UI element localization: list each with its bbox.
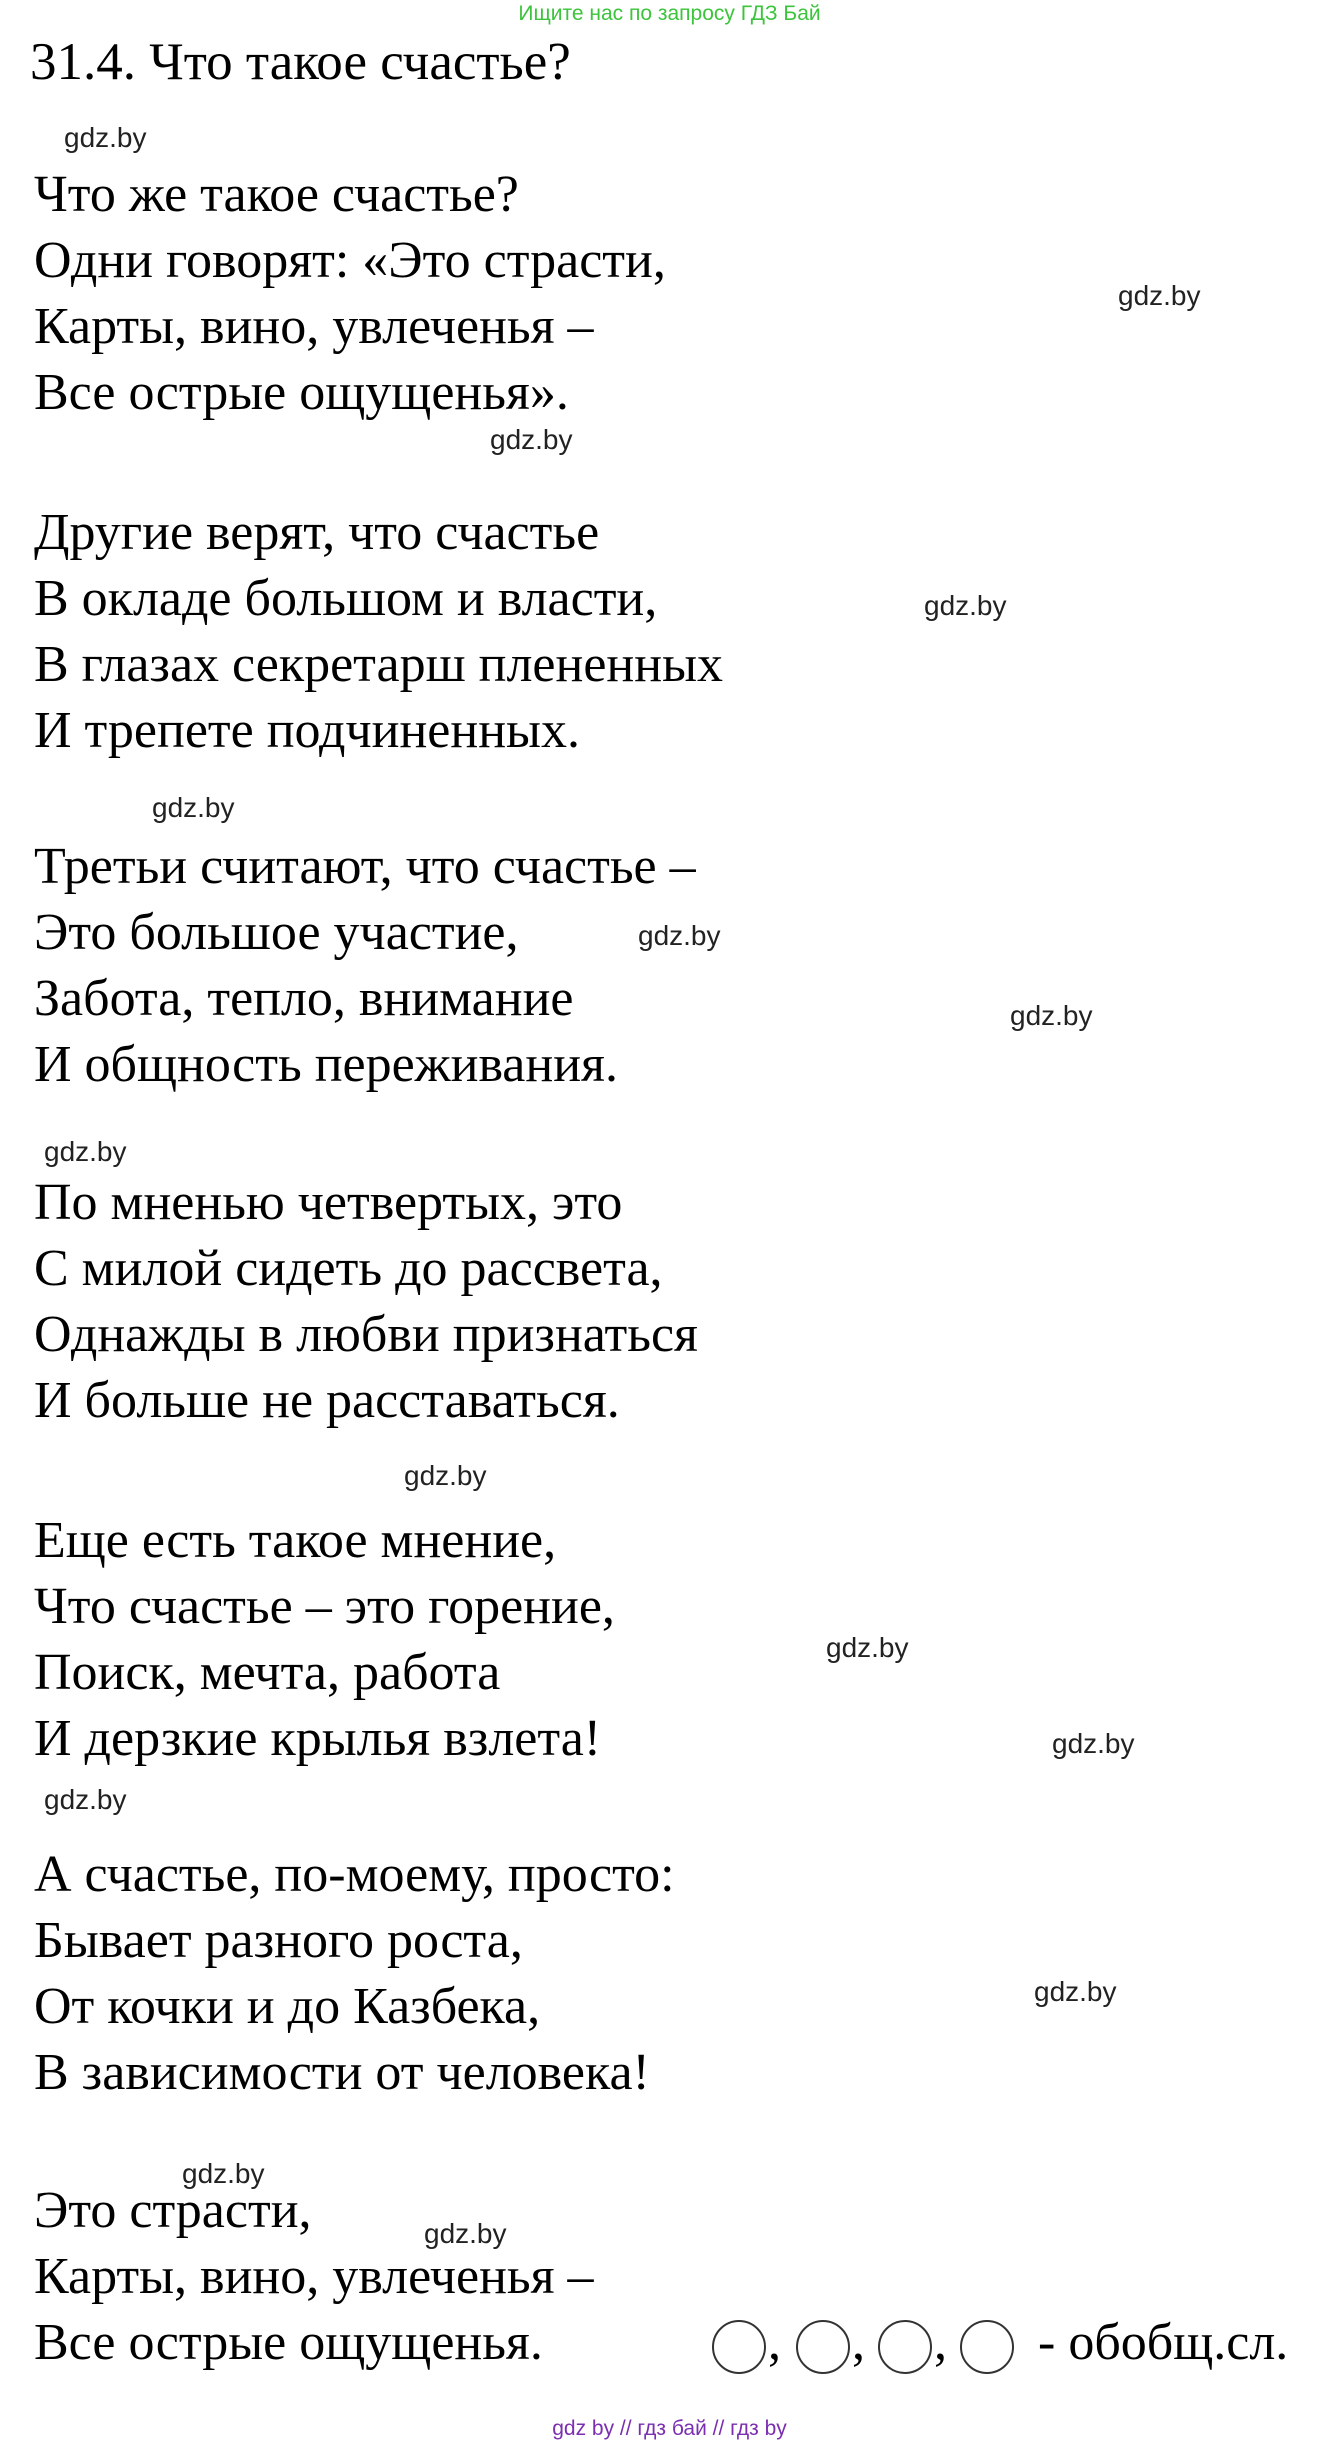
watermark: gdz.by xyxy=(826,1632,909,1663)
watermark: gdz.by xyxy=(490,424,573,455)
analysis-line: Все острые ощущенья. xyxy=(34,2314,543,2371)
watermark: gdz.by xyxy=(1052,1728,1135,1759)
poem-line: Все острые ощущенья». xyxy=(34,364,569,421)
homogeneous-member-circle xyxy=(878,2320,932,2374)
watermark: gdz.by xyxy=(64,122,147,153)
watermark: gdz.by xyxy=(1118,280,1201,311)
poem-line: В зависимости от человека! xyxy=(34,2044,650,2101)
comma-mark: , xyxy=(768,2314,781,2371)
watermark: gdz.by xyxy=(1010,1000,1093,1031)
poem-line: От кочки и до Казбека, xyxy=(34,1978,541,2035)
site-footer-banner: gdz by // гдз бай // гдз by xyxy=(552,2417,787,2440)
watermark: gdz.by xyxy=(44,1784,127,1815)
poem-line: Карты, вино, увлеченья – xyxy=(34,298,594,355)
poem-line: С милой сидеть до рассвета, xyxy=(34,1240,663,1297)
poem-line: В окладе большом и власти, xyxy=(34,570,658,627)
poem-line: И общность переживания. xyxy=(34,1036,618,1093)
watermark: gdz.by xyxy=(152,792,235,823)
analysis-line: Это страсти, xyxy=(34,2182,312,2239)
comma-mark: , xyxy=(852,2314,865,2371)
exercise-title: 31.4. Что такое счастье? xyxy=(30,33,571,91)
poem-line: По мненью четвертых, это xyxy=(34,1174,623,1231)
comma-mark: , xyxy=(934,2314,947,2371)
poem-line: И дерзкие крылья взлета! xyxy=(34,1710,602,1767)
poem-line: Забота, тепло, внимание xyxy=(34,970,574,1027)
poem-line: И больше не расставаться. xyxy=(34,1372,620,1429)
poem-line: Одни говорят: «Это страсти, xyxy=(34,232,666,289)
poem-line: Что же такое счастье? xyxy=(34,166,519,223)
homogeneous-member-circle xyxy=(960,2320,1014,2374)
poem-line: Что счастье – это горение, xyxy=(34,1578,615,1635)
poem-line: Еще есть такое мнение, xyxy=(34,1512,557,1569)
homogeneous-member-circle xyxy=(796,2320,850,2374)
watermark: gdz.by xyxy=(924,590,1007,621)
poem-line: Другие верят, что счастье xyxy=(34,504,600,561)
watermark: gdz.by xyxy=(182,2158,265,2189)
poem-line: Бывает разного роста, xyxy=(34,1912,523,1969)
generalizing-word-label: - обобщ.сл. xyxy=(1038,2314,1289,2371)
poem-line: Третьи считают, что счастье – xyxy=(34,838,696,895)
watermark: gdz.by xyxy=(404,1460,487,1491)
site-header-banner: Ищите нас по запросу ГДЗ Бай xyxy=(518,2,821,25)
poem-line: Однажды в любви признаться xyxy=(34,1306,698,1363)
watermark: gdz.by xyxy=(424,2218,507,2249)
watermark: gdz.by xyxy=(44,1136,127,1167)
watermark: gdz.by xyxy=(1034,1976,1117,2007)
homogeneous-member-circle xyxy=(712,2320,766,2374)
poem-line: Поиск, мечта, работа xyxy=(34,1644,501,1701)
poem-line: А счастье, по-моему, просто: xyxy=(34,1846,675,1903)
poem-line: В глазах секретарш плененных xyxy=(34,636,723,693)
poem-line: Это большое участие, xyxy=(34,904,519,961)
analysis-line: Карты, вино, увлеченья – xyxy=(34,2248,594,2305)
watermark: gdz.by xyxy=(638,920,721,951)
poem-line: И трепете подчиненных. xyxy=(34,702,580,759)
